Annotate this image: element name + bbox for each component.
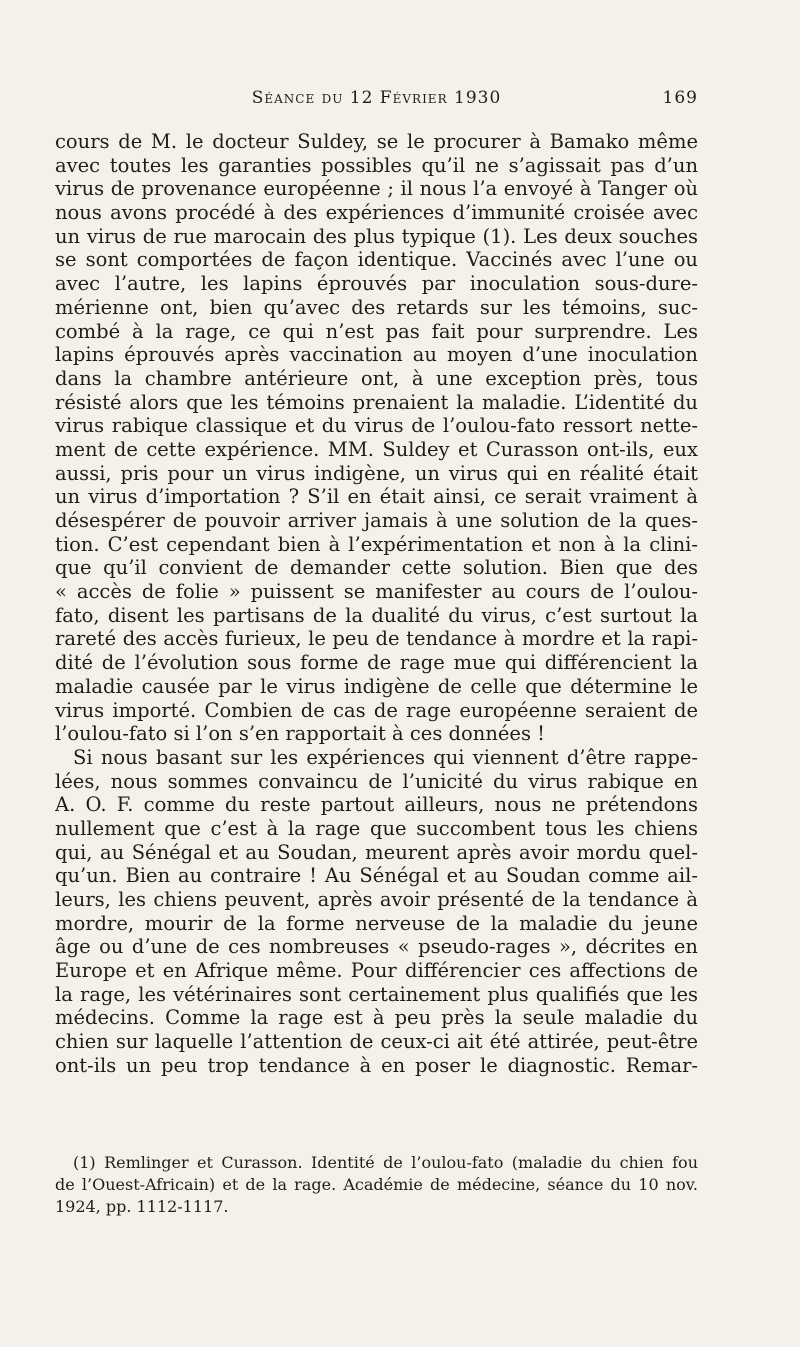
text-line: l’oulou-fato si l’on s’en rapportait à ces données !	[55, 722, 546, 746]
text-line: qu’un. Bien au contraire ! Au Sénégal et au Soudan comme ail-	[55, 864, 698, 888]
text-line: que qu’il convient de demander cette solution. Bien que des	[55, 556, 698, 580]
footnote-line: (1) Remlinger et Curasson. Identité de l’oulou-fato (maladie du chien fou	[73, 1153, 698, 1172]
text-line: lapins éprouvés après vaccination au moyen d’une inoculation	[55, 343, 698, 367]
text-line: Europe et en Afrique même. Pour différencier ces affections de	[55, 959, 698, 983]
text-line: âge ou d’une de ces nombreuses « pseudo-rages », décrites en	[55, 935, 698, 959]
text-line: chien sur laquelle l’attention de ceux-ci ait été attirée, peut-être	[55, 1030, 698, 1054]
text-line: dité de l’évolution sous forme de rage mue qui différencient la	[55, 651, 698, 675]
page-number: 169	[662, 88, 698, 108]
text-line: résisté alors que les témoins prenaient la maladie. L’identité du	[55, 390, 698, 414]
text-line: avec toutes les garanties possibles qu’il ne s’agissait pas d’un	[55, 153, 698, 177]
footnote-line: de l’Ouest-Africain) et de la rage. Académie de médecine, séance du 10 nov.	[55, 1175, 698, 1194]
text-line: tion. C’est cependant bien à l’expérimentation et non à la clini-	[55, 532, 698, 556]
text-line: « accès de folie » puissent se manifester au cours de l’oulou-	[55, 580, 698, 604]
body-text	[55, 130, 698, 1078]
text-line: virus importé. Combien de cas de rage européenne seraient de	[55, 698, 698, 722]
text-line: mordre, mourir de la forme nerveuse de la maladie du jeune	[55, 911, 698, 935]
running-title: Séance du 12 Février 1930	[251, 88, 502, 108]
text-line: lées, nous sommes convaincu de l’unicité du virus rabique en	[55, 769, 698, 793]
text-line: avec l’autre, les lapins éprouvés par inoculation sous-dure-	[55, 272, 698, 296]
text-line: fato, disent les partisans de la dualité du virus, c’est surtout la	[55, 603, 698, 627]
text-line: mérienne ont, bien qu’avec des retards sur les témoins, suc-	[55, 295, 698, 319]
text-line: cours de M. le docteur Suldey, se le procurer à Bamako même	[55, 130, 698, 153]
footnote-line: 1924, pp. 1112-1117.	[55, 1197, 229, 1216]
text-line: virus rabique classique et du virus de l’oulou-fato ressort nette-	[55, 414, 698, 438]
text-line: qui, au Sénégal et au Soudan, meurent après avoir mordu quel-	[55, 840, 698, 864]
text-line: la rage, les vétérinaires sont certainement plus qualifiés que les	[55, 982, 698, 1006]
text-line: combé à la rage, ce qui n’est pas fait pour surprendre. Les	[55, 319, 698, 343]
text-line: se sont comportées de façon identique. Vaccinés avec l’une ou	[55, 248, 698, 272]
text-line: ont-ils un peu trop tendance à en poser le diagnostic. Remar-	[55, 1053, 698, 1077]
running-head	[55, 88, 698, 116]
text-line: ment de cette expérience. MM. Suldey et Curasson ont-ils, eux	[55, 437, 698, 461]
text-line: maladie causée par le virus indigène de celle que détermine le	[55, 674, 698, 698]
text-line: nullement que c’est à la rage que succombent tous les chiens	[55, 816, 698, 840]
text-line: virus de provenance européenne ; il nous l’a envoyé à Tanger où	[55, 177, 698, 201]
text-line: médecins. Comme la rage est à peu près la seule maladie du	[55, 1006, 698, 1030]
footnotes	[55, 1152, 698, 1218]
text-line: un virus d’importation ? S’il en était ainsi, ce serait vraiment à	[55, 485, 698, 509]
text-line: aussi, pris pour un virus indigène, un virus qui en réalité était	[55, 461, 698, 485]
text-line: leurs, les chiens peuvent, après avoir présenté de la tendance à	[55, 888, 698, 911]
text-line: un virus de rue marocain des plus typique (1). Les deux souches	[55, 224, 698, 248]
text-line: nous avons procédé à des expériences d’immunité croisée avec	[55, 201, 698, 225]
text-line: rareté des accès furieux, le peu de tendance à mordre et la rapi-	[55, 627, 698, 651]
text-line: A. O. F. comme du reste partout ailleurs, nous ne prétendons	[55, 793, 698, 817]
text-line: dans la chambre antérieure ont, à une exception près, tous	[55, 366, 698, 390]
text-line: Si nous basant sur les expériences qui viennent d’être rappe-	[73, 745, 698, 769]
text-line: désespérer de pouvoir arriver jamais à une solution de la ques-	[55, 509, 698, 532]
